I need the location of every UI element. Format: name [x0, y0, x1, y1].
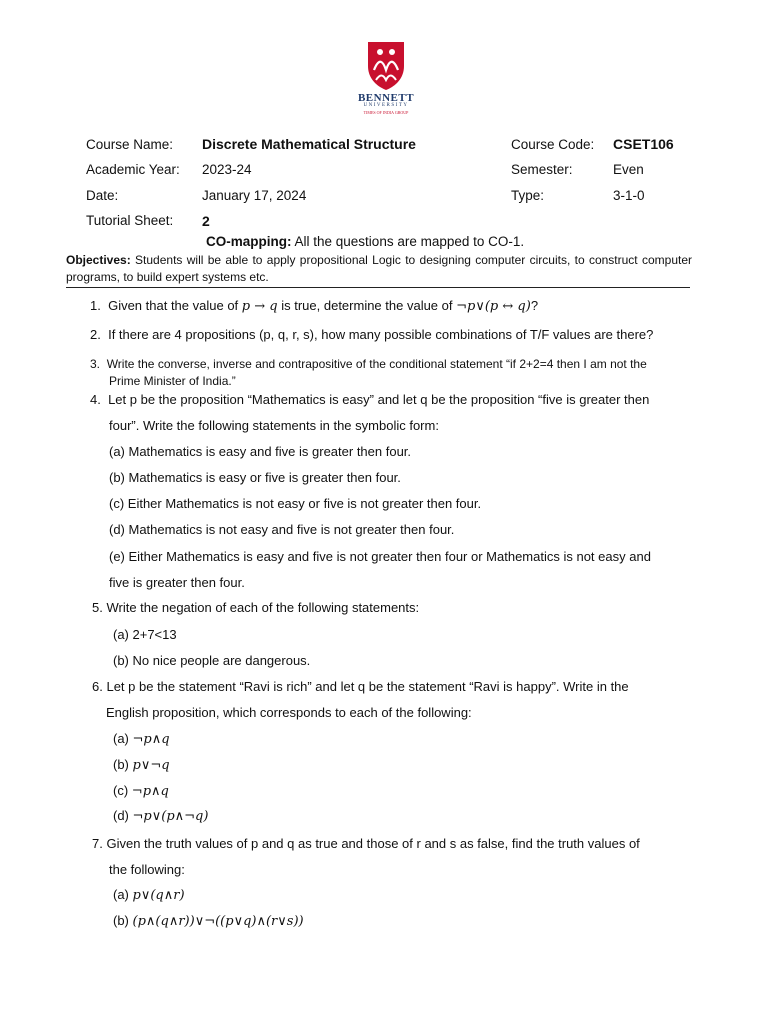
course-code: CSET106: [613, 136, 674, 152]
math-expression: ¬p∨(p∧¬q): [132, 809, 209, 824]
question-6: [92, 679, 629, 694]
question-5: [92, 600, 419, 615]
logo-tagline: TIMES OF INDIA GROUP: [363, 110, 409, 115]
math-expression: ¬p∧q: [132, 732, 170, 747]
question-4-continued: four”. Write the following statements in the symbolic form:: [109, 418, 439, 433]
math-expression: (p∧(q∧r))∨¬((p∨q)∧(r∨s)): [132, 914, 304, 929]
question-text: is true, determine the value of: [281, 298, 453, 313]
part-label: (b): [113, 757, 129, 772]
academic-year-label: Academic Year:: [86, 162, 180, 177]
question-4-part-e-continued: five is greater then four.: [109, 575, 245, 590]
course-name: Discrete Mathematical Structure: [202, 136, 416, 152]
co-mapping-text: All the questions are mapped to CO-1.: [294, 234, 525, 249]
part-label: (a): [113, 731, 129, 746]
question-number: 5.: [92, 600, 103, 615]
question-7: [92, 836, 640, 851]
part-label: (c): [113, 783, 129, 798]
question-4: [90, 392, 649, 407]
semester: Even: [613, 162, 644, 177]
question-7-part-b: [113, 913, 304, 929]
tutorial-sheet: 2: [202, 213, 210, 229]
question-3: [90, 357, 647, 371]
part-label: (a): [113, 887, 129, 902]
question-text: If there are 4 propositions (p, q, r, s), how many possible combinations of T/F values are there?: [108, 327, 654, 342]
logo-name: BENNETT: [357, 92, 415, 104]
question-4-part-d: (d) Mathematics is not easy and five is not greater then four.: [109, 522, 455, 537]
question-number: 3.: [90, 357, 101, 371]
university-logo: [352, 40, 420, 120]
math-expression: ¬p∧q: [131, 784, 169, 799]
math-expression: ¬p∨(p ↔ q): [456, 299, 531, 314]
question-text: Given that the value of: [108, 298, 239, 313]
tutorial-sheet-label: Tutorial Sheet:: [86, 213, 174, 228]
part-label: (b): [113, 913, 129, 928]
math-expression: p∨(q∧r): [132, 888, 185, 903]
question-7-continued: the following:: [109, 862, 185, 877]
question-4-part-c: (c) Either Mathematics is not easy or five is not greater then four.: [109, 496, 482, 511]
question-6-part-b: [113, 757, 170, 773]
course-name-label: Course Name:: [86, 137, 174, 152]
co-mapping: [206, 234, 524, 249]
question-text: Given the truth values of p and q as true and those of r and s as false, find the truth values of: [106, 836, 640, 851]
logo-subtitle: UNIVERSITY: [363, 103, 409, 108]
question-7-part-a: [113, 887, 185, 903]
question-number: 7.: [92, 836, 103, 851]
question-5-part-b: (b) No nice people are dangerous.: [113, 653, 311, 668]
question-text: Let p be the statement “Ravi is rich” and let q be the statement “Ravi is happy”. Write in the: [106, 679, 629, 694]
objectives-text: Students will be able to apply propositional Logic to designing computer circuits, to construct computer programs, to build expert systems etc.: [66, 253, 692, 284]
question-4-part-a: (a) Mathematics is easy and five is greater then four.: [109, 444, 412, 459]
math-expression: p∨¬q: [132, 758, 170, 773]
question-2: [90, 327, 653, 342]
objectives-label: Objectives:: [66, 253, 131, 267]
question-text: Write the negation of each of the following statements:: [106, 600, 420, 615]
question-text: Let p be the proposition “Mathematics is easy” and let q be the proposition “five is greater then: [108, 392, 650, 407]
question-text: ?: [530, 298, 539, 313]
co-mapping-label: CO-mapping:: [206, 234, 292, 249]
question-6-part-d: [113, 808, 208, 824]
question-4-part-e: (e) Either Mathematics is easy and five is not greater then four or Mathematics is not easy and: [109, 549, 651, 564]
type: 3-1-0: [613, 188, 645, 203]
question-number: 6.: [92, 679, 103, 694]
date: January 17, 2024: [202, 188, 307, 203]
math-expression: p → q: [241, 299, 278, 314]
question-1: [90, 298, 538, 314]
question-6-part-a: [113, 731, 170, 747]
question-6-continued: English proposition, which corresponds to each of the following:: [106, 705, 472, 720]
question-6-part-c: [113, 783, 169, 799]
divider: [66, 287, 690, 288]
part-label: (d): [113, 808, 129, 823]
shield-emblem-icon: [352, 40, 420, 92]
question-text: Write the converse, inverse and contrapositive of the conditional statement “if 2+2=4 then I am not the: [106, 357, 647, 371]
objectives: [66, 252, 692, 286]
question-number: 4.: [90, 392, 101, 407]
date-label: Date:: [86, 188, 119, 203]
course-code-label: Course Code:: [511, 137, 595, 152]
question-5-part-a: (a) 2+7<13: [113, 627, 177, 642]
type-label: Type:: [511, 188, 545, 203]
academic-year: 2023-24: [202, 162, 252, 177]
question-3-continued: Prime Minister of India.”: [109, 374, 236, 388]
question-number: 1.: [90, 298, 101, 313]
question-4-part-b: (b) Mathematics is easy or five is greater then four.: [109, 470, 401, 485]
semester-label: Semester:: [511, 162, 573, 177]
question-number: 2.: [90, 327, 101, 342]
